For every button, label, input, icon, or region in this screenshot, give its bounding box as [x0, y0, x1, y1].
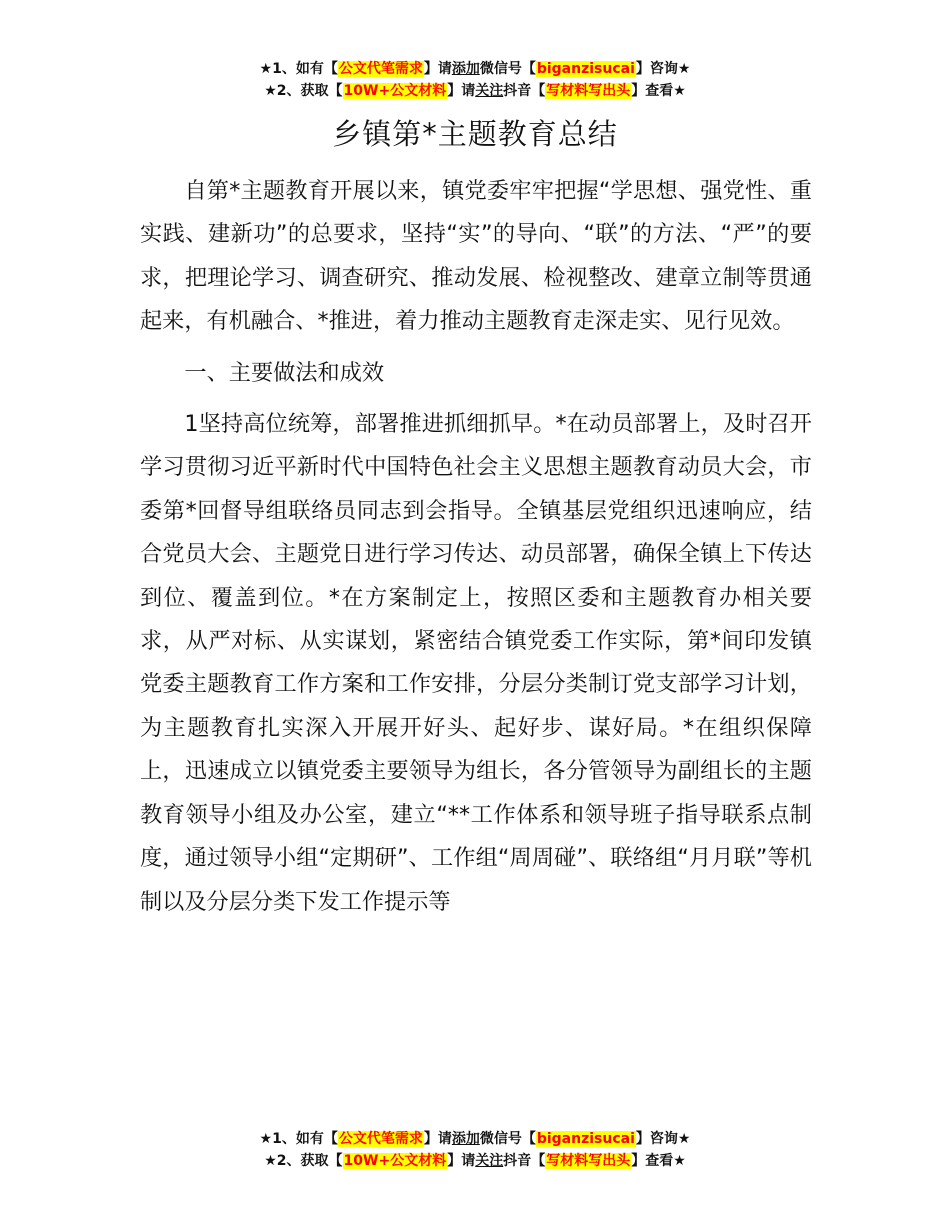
banner-emphasis: 关注: [475, 1153, 504, 1169]
document-body: [140, 170, 812, 924]
banner-text: 1、如有【: [272, 61, 338, 77]
banner-emphasis: 添加: [451, 1131, 480, 1147]
banner-emphasis: 关注: [475, 83, 504, 99]
star-icon: ★: [673, 1153, 686, 1169]
banner-text: 抖音【: [503, 1153, 546, 1169]
banner-text: 】咨询: [635, 61, 678, 77]
document-title: 乡镇第*主题教育总结: [332, 117, 618, 151]
highlight-wechat-id: biganzisucai: [536, 1131, 635, 1147]
banner-text: 】咨询: [635, 1131, 678, 1147]
banner-text: 微信号【: [479, 61, 536, 77]
star-icon: ★: [259, 61, 273, 77]
highlight-douyin-id: 写材料写出头: [546, 1153, 631, 1169]
banner-line-2: [0, 80, 950, 102]
banner-text: 】请: [423, 1131, 452, 1147]
banner-emphasis: 添加: [451, 61, 480, 77]
banner-text: 2、获取【: [276, 1153, 343, 1169]
banner-text: 】请: [423, 61, 452, 77]
banner-text: 微信号【: [479, 1131, 536, 1147]
highlight-materials: 10W+公文材料: [343, 1153, 447, 1169]
highlight-service: 公文代笔需求: [338, 1131, 423, 1147]
banner-text: 2、获取【: [276, 83, 343, 99]
highlight-service: 公文代笔需求: [338, 61, 423, 77]
header-banner: [0, 58, 950, 102]
banner-text: 】请: [447, 83, 476, 99]
banner-text: 】查看: [631, 83, 674, 99]
highlight-materials: 10W+公文材料: [343, 83, 447, 99]
banner-text: 抖音【: [503, 83, 546, 99]
banner-line-1: [0, 58, 950, 80]
star-icon: ★: [673, 83, 686, 99]
highlight-wechat-id: biganzisucai: [536, 61, 635, 77]
intro-paragraph: 自第*主题教育开展以来，镇党委牢牢把握“学思想、强党性、重实践、建新功”的总要求，坚持“实”的导向、“联”的方法、“严”的要求，把理论学习、调查研究、推动发展、检视整改、建章立制等贯通起来，有机融合、*推进，着力推动主题教育走深走实、见行见效。: [140, 178, 812, 335]
star-icon: ★: [264, 1153, 277, 1169]
highlight-douyin-id: 写材料写出头: [546, 83, 631, 99]
star-icon: ★: [677, 1131, 691, 1147]
star-icon: ★: [264, 83, 277, 99]
star-icon: ★: [259, 1131, 273, 1147]
banner-text: 】请: [447, 1153, 476, 1169]
body-paragraph: 1坚持高位统筹，部署推进抓细抓早。*在动员部署上，及时召开学习贯彻习近平新时代中国特色社会主义思想主题教育动员大会，市委第*回督导组联络员同志到会指导。全镇基层党组织迅速响应，结合党员大会、主题党日进行学习传达、动员部署，确保全镇上下传达到位、覆盖到位。*在方案制定上，按照区委和主题教育办相关要求，从严对标、从实谋划，紧密结合镇党委工作实际，第*间印发镇党委主题教育工作方案和工作安排，分层分类制订党支部学习计划，为主题教育扎实深入开展开好头、起好步、谋好局。*在组织保障上，迅速成立以镇党委主要领导为组长，各分管领导为副组长的主题教育领导小组及办公室，建立“**工作体系和领导班子指导联系点制度，通过领导小组“定期研”、工作组“周周碰”、联络组“月月联”等机制以及分层分类下发工作提示等: [140, 411, 812, 915]
banner-line-1: [0, 1128, 950, 1150]
section-heading: 一、主要做法和成效: [184, 359, 385, 386]
banner-text: 】查看: [631, 1153, 674, 1169]
banner-line-2: [0, 1150, 950, 1172]
banner-text: 1、如有【: [272, 1131, 338, 1147]
footer-banner: [0, 1128, 950, 1172]
star-icon: ★: [677, 61, 691, 77]
